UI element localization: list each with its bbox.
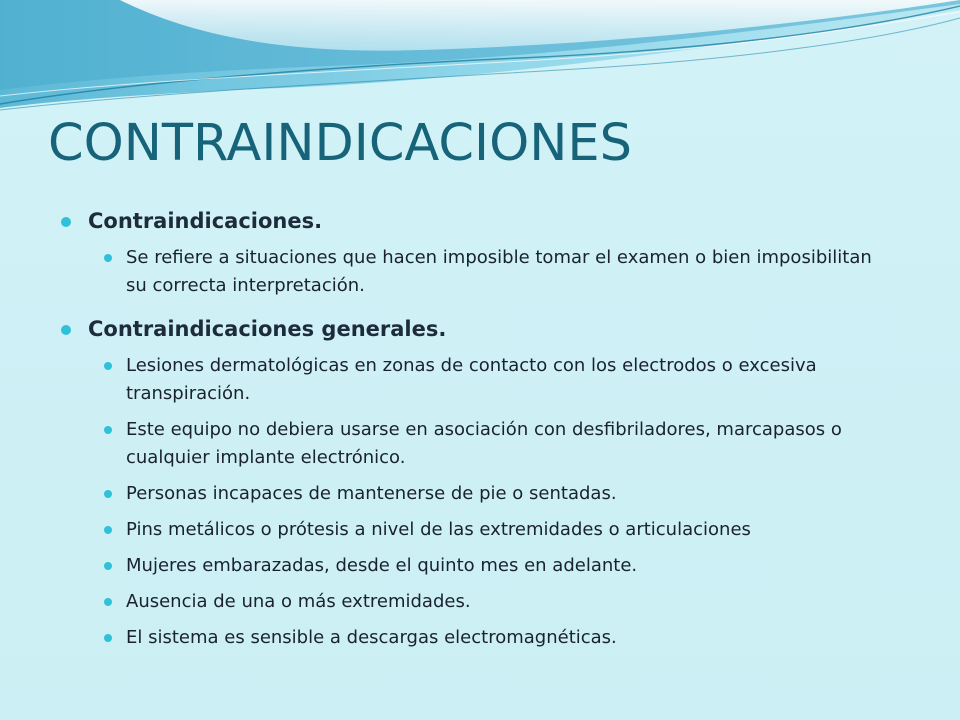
section-heading-contraindicaciones-generales: Contraindicaciones generales. bbox=[60, 314, 920, 344]
list-item: El sistema es sensible a descargas electromagnéticas. bbox=[102, 624, 896, 652]
list-item: Ausencia de una o más extremidades. bbox=[102, 588, 896, 616]
list-item: Este equipo no debiera usarse en asociación con desfibriladores, marcapasos o cualquier implante electrónico. bbox=[102, 416, 896, 472]
list-item: Mujeres embarazadas, desde el quinto mes en adelante. bbox=[102, 552, 896, 580]
header-wave-decoration bbox=[0, 0, 960, 120]
slide-content bbox=[60, 206, 920, 652]
section-heading-contraindicaciones: Contraindicaciones. bbox=[60, 206, 920, 236]
list-item: Personas incapaces de mantenerse de pie o sentadas. bbox=[102, 480, 896, 508]
list-item: Se refiere a situaciones que hacen imposible tomar el examen o bien imposibilitan su correcta interpretación. bbox=[102, 244, 896, 300]
list-item: Lesiones dermatológicas en zonas de contacto con los electrodos o excesiva transpiración. bbox=[102, 352, 896, 408]
list-item: Pins metálicos o prótesis a nivel de las extremidades o articulaciones bbox=[102, 516, 896, 544]
slide-title: CONTRAINDICACIONES bbox=[48, 114, 632, 173]
